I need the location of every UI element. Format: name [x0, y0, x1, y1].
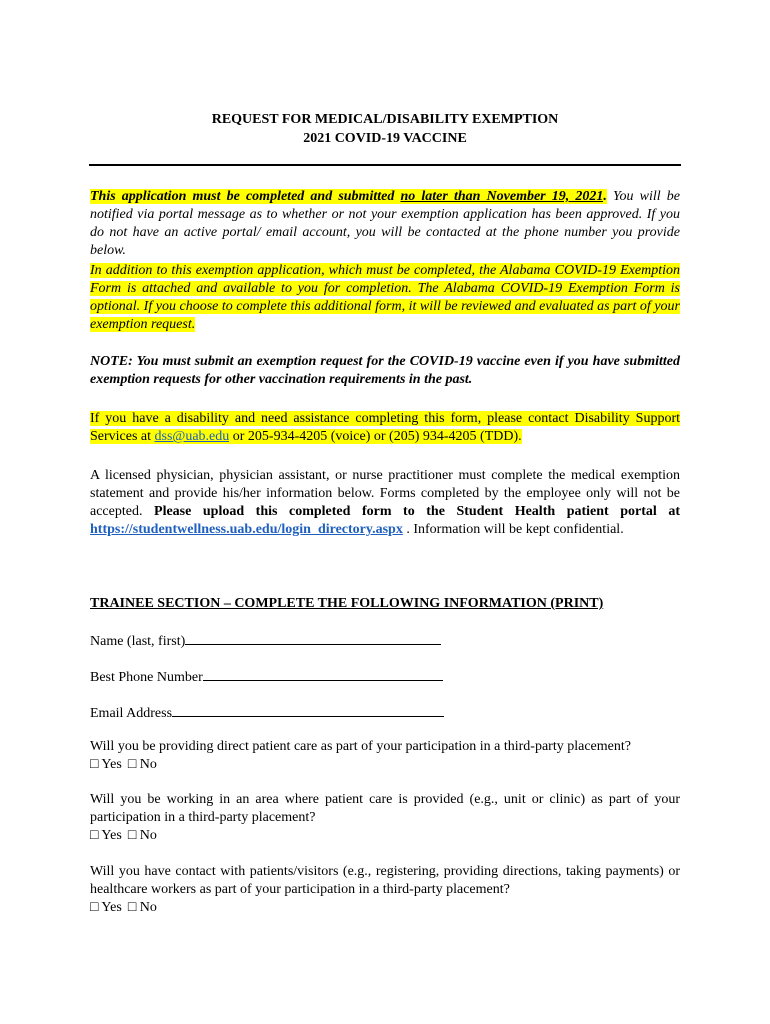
intro-lead-end: . [603, 189, 607, 204]
question-2-yes-checkbox[interactable]: □ Yes [90, 828, 122, 843]
question-1-text: Will you be providing direct patient care as part of your participation in a third-party placement? [90, 739, 631, 754]
email-label: Email Address [90, 706, 173, 721]
disability-text: If you have a disability and need assistance completing this form, please contact Disability Support Services at [90, 411, 680, 444]
question-3-options [90, 899, 680, 917]
disability-text-end: or 205-934-4205 (voice) or (205) 934-4205 (TDD). [229, 429, 522, 444]
dss-email-link[interactable]: dss@uab.edu [154, 429, 230, 444]
alabama-text: In addition to this exemption application, which must be completed, the Alabama COVID-19 Exemption Form is attached and available to you for completion. The Alabama COVID-19 Exemption Form is optional. If you choose to complete this additional form, it will be reviewed and evaluated as part of your exemption request. [90, 263, 680, 332]
email-input-line[interactable] [172, 702, 444, 717]
phone-label: Best Phone Number [90, 670, 203, 685]
question-2 [90, 791, 680, 845]
name-input-line[interactable] [185, 630, 441, 645]
question-3 [90, 863, 680, 917]
name-field-row [90, 630, 680, 651]
physician-text: A licensed physician, physician assistant, or nurse practitioner must complete the medical exemption statement and provide his/her information below. Forms completed by the employee only will not be accepted. [90, 468, 680, 519]
disability-paragraph [90, 410, 680, 446]
intro-rest: You will be notified via portal message as to whether or not your exemption application has been approved. If you do not have an active portal/ email account, you will be contacted at the phone number you provide below. [90, 189, 680, 258]
title-divider [89, 164, 681, 166]
phone-field-row [90, 666, 680, 687]
upload-instruction: Please upload this completed form to the Student Health patient portal at [154, 504, 680, 519]
deadline-text: no later than November 19, 2021 [400, 189, 604, 204]
question-1-no-checkbox[interactable]: □ No [127, 757, 157, 772]
question-1-yes-checkbox[interactable]: □ Yes [90, 757, 122, 772]
confidential-text: . Information will be kept confidential. [402, 522, 624, 537]
phone-input-line[interactable] [203, 666, 443, 681]
document-title: REQUEST FOR MEDICAL/DISABILITY EXEMPTION [211, 112, 559, 127]
trainee-section-heading: TRAINEE SECTION – COMPLETE THE FOLLOWING INFORMATION (PRINT) [90, 596, 604, 611]
physician-paragraph [90, 467, 680, 539]
question-3-text: Will you have contact with patients/visitors (e.g., registering, providing directions, taking payments) or healthcare workers as part of your participation in a third-party placement? [90, 864, 680, 897]
question-2-options [90, 827, 680, 845]
question-2-no-checkbox[interactable]: □ No [127, 828, 157, 843]
question-1 [90, 738, 680, 774]
email-field-row [90, 702, 680, 723]
note-paragraph: NOTE: You must submit an exemption request for the COVID-19 vaccine even if you have submitted exemption requests for other vaccination requirements in the past. [90, 354, 680, 387]
intro-lead: This application must be completed and submitted [90, 189, 401, 204]
name-label: Name (last, first) [90, 634, 186, 649]
intro-paragraph [90, 188, 680, 260]
alabama-paragraph [90, 262, 680, 334]
document-subtitle: 2021 COVID-19 VACCINE [303, 131, 467, 146]
portal-link[interactable]: https://studentwellness.uab.edu/login_directory.aspx [90, 522, 403, 537]
question-3-yes-checkbox[interactable]: □ Yes [90, 900, 122, 915]
question-1-options [90, 756, 680, 774]
question-3-no-checkbox[interactable]: □ No [127, 900, 157, 915]
question-2-text: Will you be working in an area where patient care is provided (e.g., unit or clinic) as part of your participation in a third-party placement? [90, 792, 680, 825]
